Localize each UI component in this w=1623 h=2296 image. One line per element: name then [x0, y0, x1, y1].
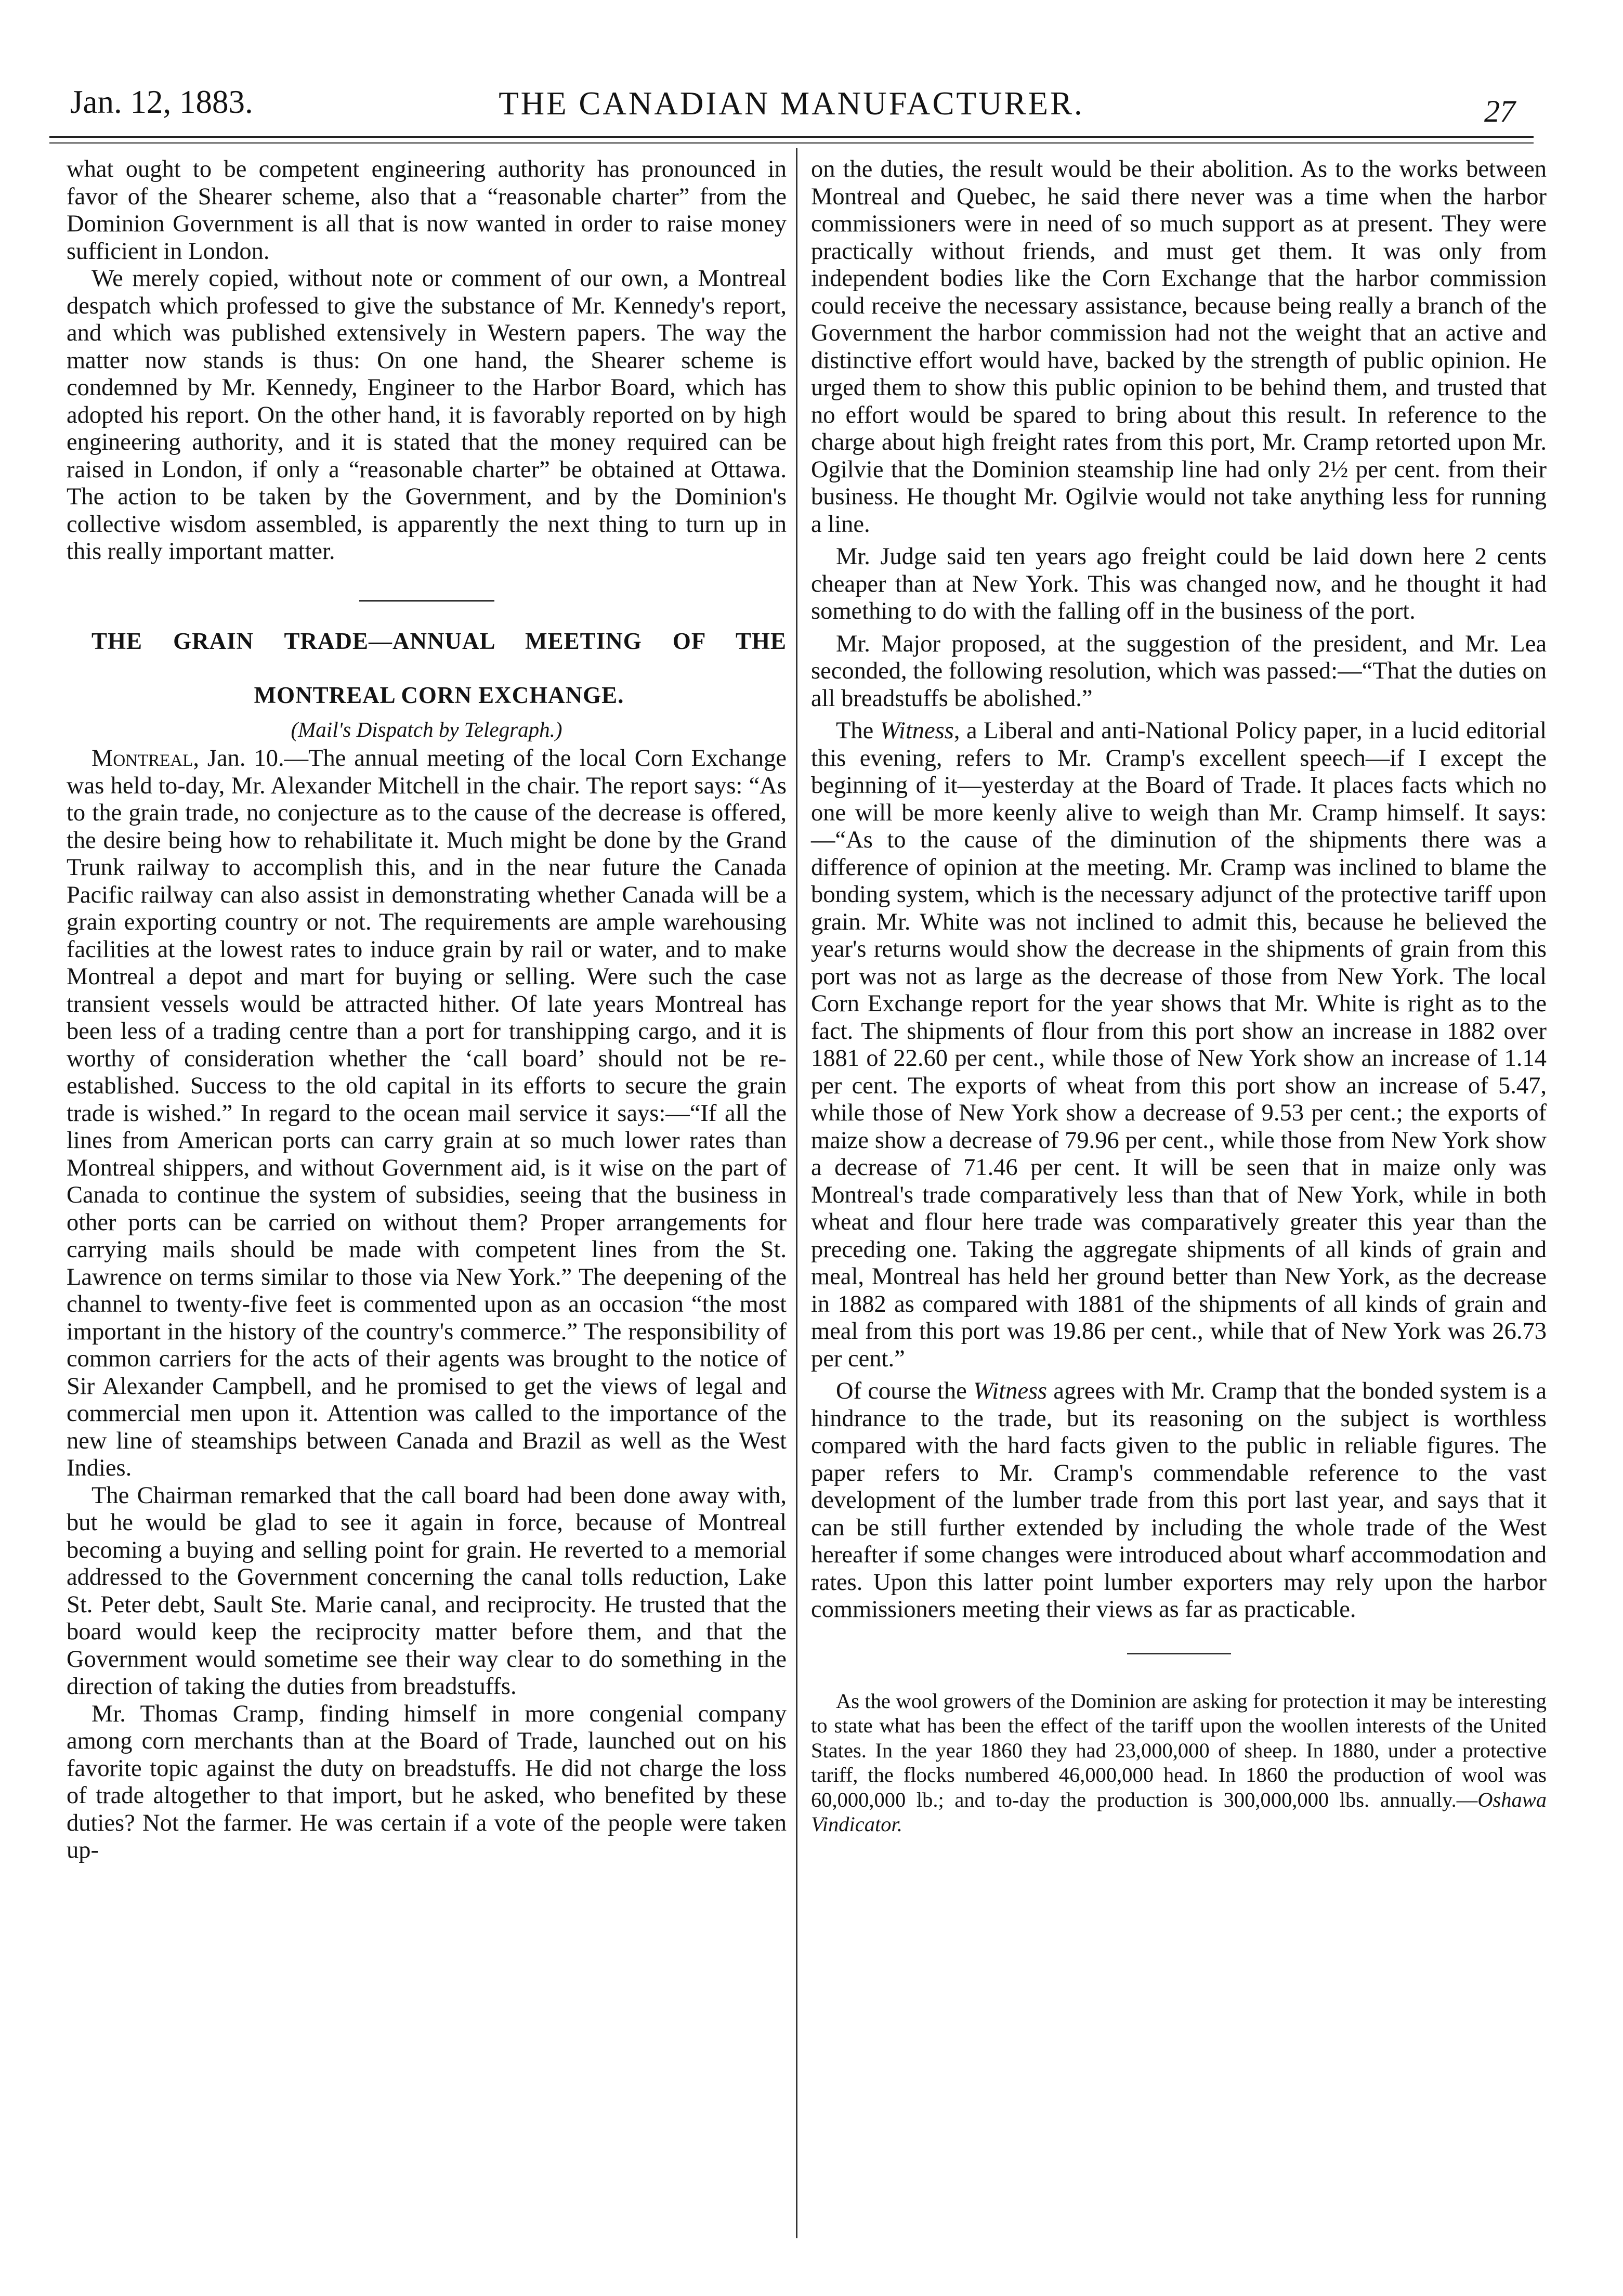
note-text: As the wool growers of the Dominion are asking for protection it may be interesting to state what has been the effect of the tariff upon the woollen interests of the United States. In the year 1860 they had 23,000,000 of sheep. In 1880, under a protective tariff, the flocks numbered 46,000,000 head. In 1860 the production of wool was 60,000,000 lb.; and to-day the production is 300,000,000 lbs. annually.— — [811, 1689, 1547, 1811]
dateline-place: Montreal — [91, 745, 193, 772]
masthead — [49, 70, 1534, 140]
header-rule-bottom — [49, 142, 1534, 144]
right-column — [811, 156, 1547, 1837]
article-paragraph: what ought to be competent engineering authority has pronounced in favor of the Shearer scheme, also that a “reasonable charter” from the Dominion Government is all that is now wanted in order to raise money sufficient in London. — [67, 156, 787, 265]
article-paragraph: on the duties, the result would be their abolition. As to the works between Montreal and Quebec, he said there never was a time when the harbor commissioners were in need of so much support as at present. They were practically without friends, and must get them. It was only from independent bodies like the Corn Exchange that the harbor commission could receive the necessary assistance, because being really a branch of the Government the harbor commission had not the weight that an active and distinctive effort would have, backed by the strength of public opinion. He urged them to show this public opinion to be behind them, and trusted that no effort would be spared to bring about this result. In reference to the charge about high freight rates from this port, Mr. Cramp retorted upon Mr. Ogilvie that the Dominion steamship line had only 2½ per cent. from their business. He thought Mr. Ogilvie would not take anything less for running a line. — [811, 156, 1547, 538]
left-column — [67, 156, 787, 1864]
paper-name: Witness — [973, 1378, 1048, 1404]
article-text: agrees with Mr. Cramp that the bonded system is a hindrance to the trade, but its reasoning on the subject is worthless compared with the hard facts given to the public in reliable figures. The paper refers to Mr. Cramp's commendable reference to the vast development of the lumber trade from this port last year, and says that it can be still further extended by including the whole trade of the West hereafter if some changes were introduced about wharf accommodation and rates. Upon this latter point lumber exporters may rely upon the harbor commissioners meeting their views as far as practicable. — [811, 1378, 1547, 1623]
page-number: 27 — [1484, 94, 1515, 128]
wool-note — [811, 1689, 1547, 1837]
note-source: Oshawa Vindicator. — [811, 1788, 1547, 1836]
article-paragraph: Mr. Judge said ten years ago freight could be laid down here 2 cents cheaper than at New York. This was changed now, and he thought it had something to do with the falling off in the business of the port. — [811, 543, 1547, 624]
issue-date: Jan. 12, 1883. — [70, 84, 253, 120]
article-text: Of course the — [836, 1378, 974, 1404]
section-separator — [359, 600, 494, 602]
article-paragraph — [811, 718, 1547, 1373]
section-separator — [1127, 1653, 1231, 1654]
article-text: , a Liberal and anti-National Policy paper, in a lucid editorial this evening, refers to Mr. Cramp's excellent speech—if I except the beginning of it—yesterday at the Board of Trade. It places facts which no one will be more keenly alive to weigh than Mr. Cramp himself. It says:—“As to the cause of the diminution of the shipments there was a difference of opinion at the meeting. Mr. Cramp was inclined to blame the bonding system, which is the necessary adjunct of the protective tariff upon grain. Mr. White was not inclined to admit this, because he believed the year's returns would show the decrease in the shipments of grain from this port was not as large as the decrease of those from New York. The local Corn Exchange report for the year shows that Mr. White is right as to the fact. The shipments of flour from this port show an increase in 1882 over 1881 of 22.60 per cent., while those of New York show an increase of 1.14 per cent. The exports of wheat from this port show an increase of 5.47, while those of New York show a decrease of 9.53 per cent.; the exports of maize show a decrease of 79.96 per cent., while those from New York show a decrease of 71.46 per cent. It will be seen that in maize only was Montreal's trade comparatively less than that of New York, while in both wheat and flour here trade was comparatively greater this year than the preceding one. Taking the aggregate shipments of all kinds of grain and meal, Montreal has held her ground better than New York, as the decrease in 1882 as compared with 1881 of the shipments of all kinds of grain and meal from this port was 19.86 per cent., while that of New York was 26.73 per cent.” — [811, 718, 1547, 1372]
paper-name: Witness — [880, 718, 954, 744]
article-paragraph: Mr. Thomas Cramp, finding himself in more congenial company among corn merchants than at the Board of Trade, launched out on his favorite topic against the duty on breadstuffs. He did not charge the loss of trade altogether to that import, but he asked, who benefited by these duties? Not the farmer. He was certain if a vote of the people were taken up- — [67, 1700, 787, 1863]
column-divider — [796, 148, 797, 2238]
article-paragraph: The Chairman remarked that the call board had been done away with, but he would be glad to see it again in force, because of Montreal becoming a buying and selling point for grain. He reverted to a memorial addressed to the Government concerning the canal tolls reduction, Lake St. Peter debt, Sault Ste. Marie canal, and reciprocity. He trusted that the board would keep the reciprocity matter before them, and that the Government would sometime see their way clear to do something in the direction of taking the duties from breadstuffs. — [67, 1482, 787, 1700]
article-text: The — [836, 718, 880, 744]
article-paragraph: We merely copied, without note or comment of our own, a Montreal despatch which professed to give the substance of Mr. Kennedy's report, and which was published extensively in Western papers. The way the matter now stands is thus: On one hand, the Shearer scheme is condemned by Mr. Kennedy, Engineer to the Harbor Board, which has adopted his report. On the other hand, it is favorably reported on by high engineering authority, and it is stated that the money required can be raised in London, if only a “reasonable charter” be obtained at Ottawa. The action to be taken by the Government, and by the Dominion's collective wisdom assembled, is apparently the next thing to turn up in this really important matter. — [67, 265, 787, 565]
headline-line-1: THE GRAIN TRADE—ANNUAL MEETING OF THE — [91, 628, 787, 654]
article-paragraph — [67, 745, 787, 1482]
publication-title: THE CANADIAN MANUFACTURER. — [499, 85, 1084, 122]
article-paragraph: Mr. Major proposed, at the suggestion of the president, and Mr. Lea seconded, the following resolution, which was passed:—“That the duties on all breadstuffs be abolished.” — [811, 630, 1547, 712]
dateline: (Mail's Dispatch by Telegraph.) — [291, 717, 562, 741]
headline-line-2: MONTREAL CORN EXCHANGE. — [254, 682, 624, 708]
article-text: , Jan. 10.—The annual meeting of the local Corn Exchange was held to-day, Mr. Alexander Mitchell in the chair. The report says: “As to the grain trade, no conjecture as to the cause of the decrease is offered, the desire being how to rehabilitate it. Much might be done by the Grand Trunk railway to accomplish this, and in the near future the Canada Pacific railway can also assist in demonstrating whether Canada will be a grain exporting country or not. The requirements are ample warehousing facilities at the lowest rates to induce grain by rail or water, and to make Montreal a depot and mart for buying or selling. Were such the case transient vessels would be attracted hither. Of late years Montreal has been less of a trading centre than a port for transhipping cargo, and it is worthy of consideration whether the ‘call board’ should not be re-established. Success to the old capital in its efforts to secure the grain trade is wished.” In regard to the ocean mail service it says:—“If all the lines from American ports can carry grain at so much lower rates than Montreal shippers, and without Government aid, is it wise on the part of Canada to continue the system of subsidies, seeing that the business in other ports can be carried on without them? Proper arrangements for carrying mails should be made with competent lines from the St. Lawrence on terms similar to those via New York.” The deepening of the channel to twenty-five feet is commented upon as an occasion “the most important in the history of the country's commerce.” The responsibility of common carriers for the acts of their agents was brought to the notice of Sir Alexander Campbell, and he promised to get the views of legal and commercial men upon it. Attention was called to the importance of the new line of steamships between Canada and Brazil as well as the West Indies. — [67, 745, 787, 1481]
article-paragraph — [811, 1378, 1547, 1624]
header-rule-top — [49, 136, 1534, 138]
